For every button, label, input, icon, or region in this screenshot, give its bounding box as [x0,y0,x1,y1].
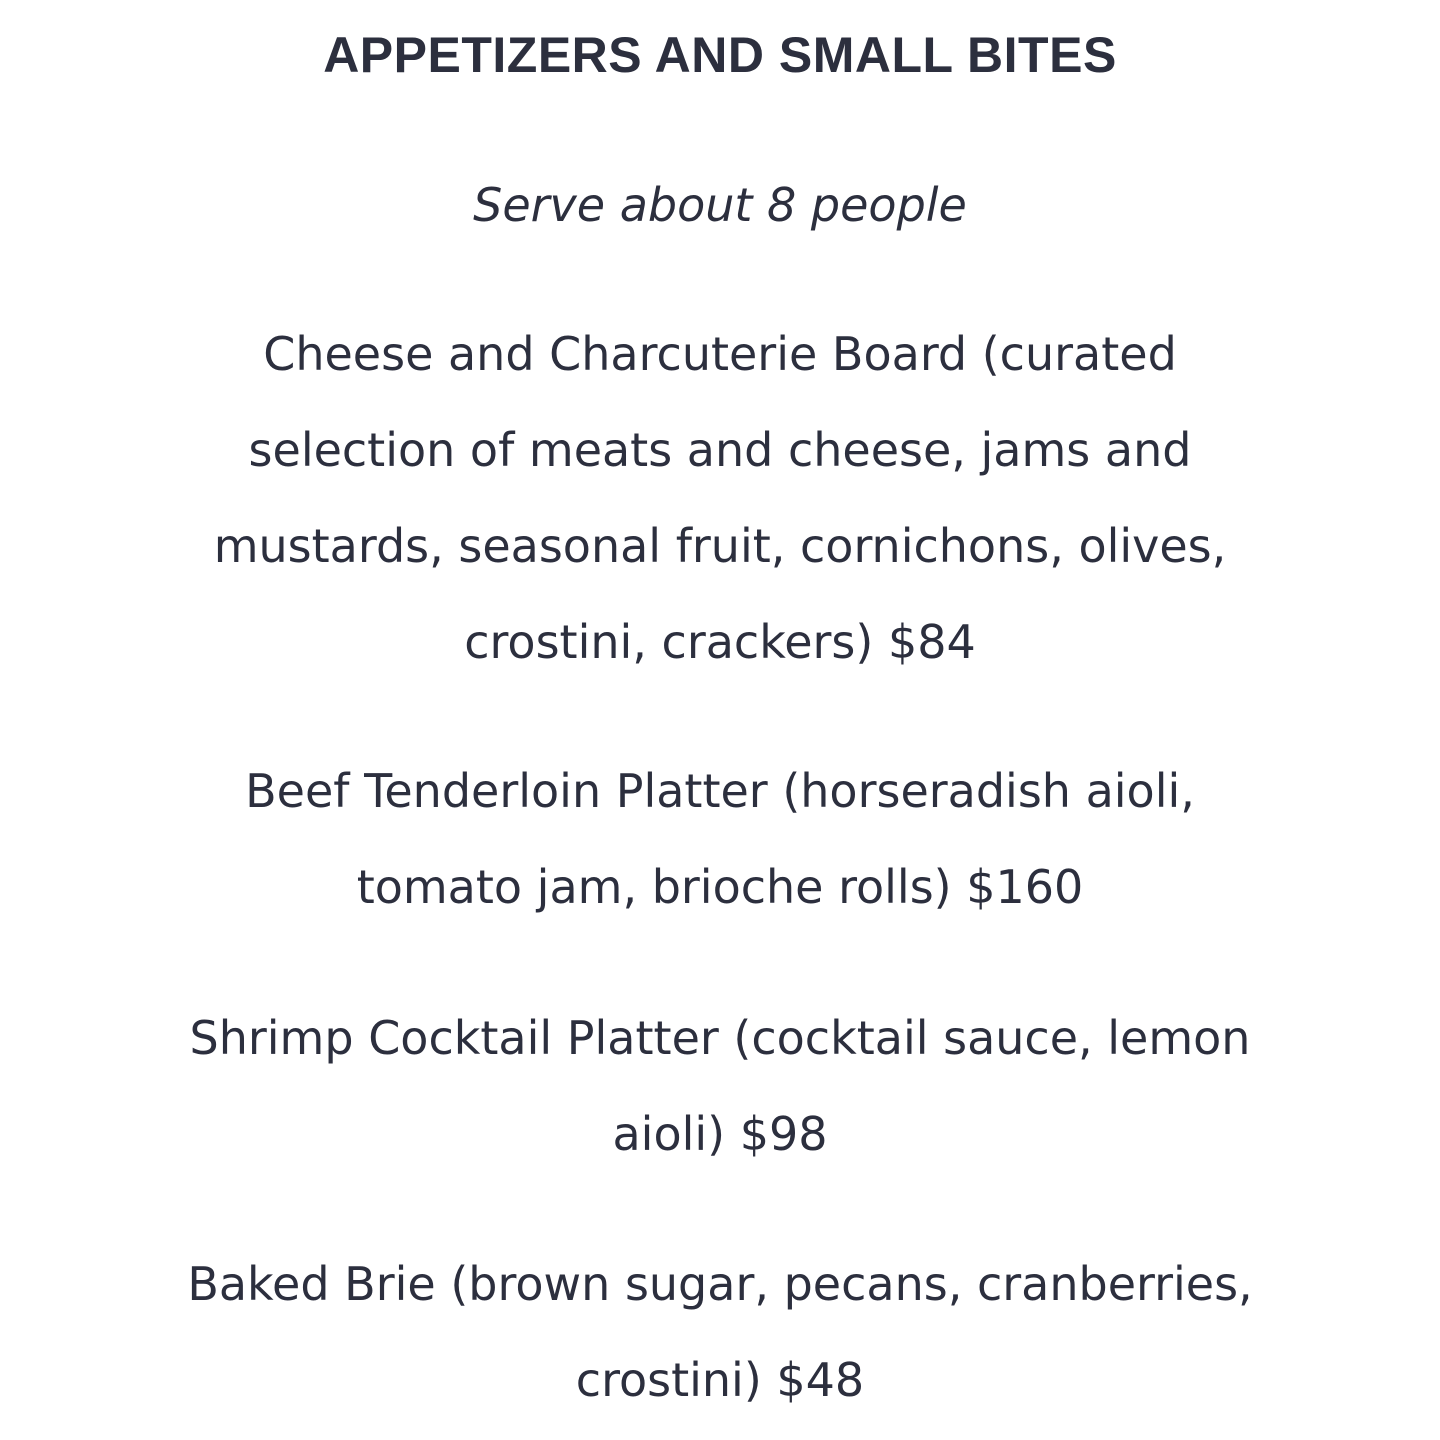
menu-item-line: Beef Tenderloin Platter (horseradish aioli, [245,764,1195,818]
serving-note: Serve about 8 people [473,178,967,232]
menu-item-line: crostini, crackers) $84 [464,615,976,669]
menu-item-beef-tenderloin [80,743,1360,935]
menu-item-cheese-charcuterie [80,306,1360,690]
menu-item-line: mustards, seasonal fruit, cornichons, olives, [213,519,1227,573]
menu-item-line: aioli) $98 [612,1107,828,1161]
menu-item-line: Baked Brie (brown sugar, pecans, cranberries, [187,1257,1253,1311]
menu-item-line: tomato jam, brioche rolls) $160 [356,860,1084,914]
menu-item-line: selection of meats and cheese, jams and [248,423,1192,477]
menu-item-line: Cheese and Charcuterie Board (curated [263,327,1177,381]
menu-item-line: Shrimp Cocktail Platter (cocktail sauce, lemon [189,1011,1251,1065]
menu-item-baked-brie [80,1236,1360,1428]
menu-item-line: crostini) $48 [575,1353,865,1407]
menu-section-title: APPETIZERS AND SMALL BITES [323,27,1117,83]
menu-item-shrimp-cocktail [80,990,1360,1182]
